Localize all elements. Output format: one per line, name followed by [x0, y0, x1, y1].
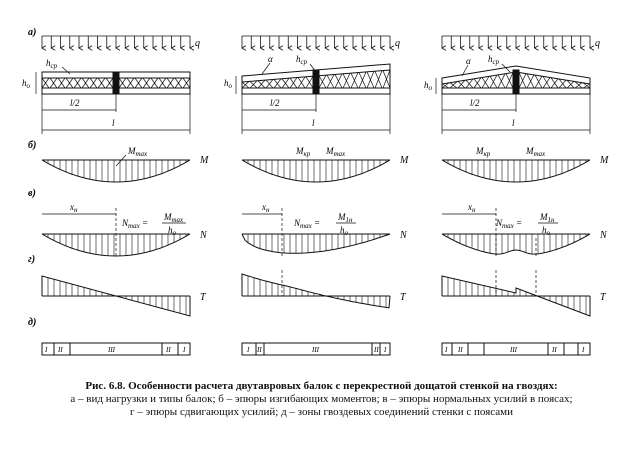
ho-label-3: $h_о$	[424, 80, 432, 92]
T-axis-label-2: T	[400, 292, 406, 303]
nmax-num-1: $M_{max}$	[164, 212, 184, 224]
svg-text:II: II	[458, 346, 463, 354]
q-label-3: q	[595, 38, 600, 49]
shear-force-diagrams	[42, 270, 590, 316]
T-axis-label-1: T	[200, 292, 206, 303]
row-label-b: б)	[28, 140, 37, 151]
svg-text:III: III	[510, 346, 517, 354]
svg-text:I: I	[247, 346, 250, 354]
caption-title: Рис. 6.8. Особенности расчета двутавровых балок с перекрестной дощатой стенкой на гвоздях:	[85, 380, 558, 392]
nmax-num-3: $M_{1н}$	[540, 212, 555, 224]
hcp-label-3: $h_{ср}$	[488, 54, 500, 66]
caption-line-1: а – вид нагрузки и типы балок; б – эпюры изгибающих моментов; в – эпюры нормальных усилий в поясах;	[70, 393, 573, 405]
half-span-label-1: l/2	[70, 98, 80, 108]
distributed-loads	[42, 36, 590, 48]
ho-label-1: $h_о$	[22, 78, 30, 90]
xn-label-1: $x_н$	[70, 202, 78, 214]
ho-label-2: $h_о$	[224, 78, 232, 90]
N-axis-label-2: N	[400, 230, 407, 241]
nmax-den-1: $h_о$	[168, 225, 176, 237]
mmax-label-1: $M_{max}$	[128, 146, 148, 158]
M-axis-label: M	[400, 155, 409, 166]
svg-text:III: III	[108, 346, 115, 354]
nmax-formula-2: $N_{max}$ =	[294, 218, 321, 230]
svg-text:II: II	[58, 346, 63, 354]
svg-text:III: III	[312, 346, 319, 354]
xn-label-3: $x_н$	[468, 202, 476, 214]
alpha-label-3: α	[466, 56, 471, 66]
svg-text:I: I	[445, 346, 448, 354]
svg-text:II: II	[374, 346, 379, 354]
span-label-3: l	[512, 118, 515, 128]
nmax-formula-3: $N_{max}$ =	[496, 218, 523, 230]
mkp-label-3: $M_{кр}$	[476, 146, 491, 158]
svg-text:I: I	[45, 346, 48, 354]
moment-diagrams	[42, 160, 590, 182]
alpha-label-2: α	[268, 54, 273, 64]
mkp-label-2: $M_{кр}$	[296, 146, 311, 158]
nmax-formula-1: $N_{max}$ =	[122, 218, 149, 230]
svg-text:II: II	[166, 346, 171, 354]
span-label-1: l	[112, 118, 115, 128]
svg-text:I: I	[582, 346, 585, 354]
nmax-num-2: $M_{1н}$	[338, 212, 353, 224]
beam-2-single-slope	[242, 64, 390, 94]
nmax-den-2: $h_о$	[340, 225, 348, 237]
nmax-den-3: $h_о$	[542, 225, 550, 237]
span-label-2: l	[312, 118, 315, 128]
beam-1-rectangular	[42, 72, 190, 94]
q-label-1: q	[195, 38, 200, 49]
N-axis-label-1: N	[200, 230, 207, 241]
T-axis-label-3: T	[600, 292, 606, 303]
mmax-label-2: $M_{max}$	[326, 146, 346, 158]
M-axis-label-3: M	[600, 155, 609, 166]
row-label-d: д)	[28, 317, 37, 328]
zone-labels	[44, 346, 585, 354]
normal-force-diagrams	[42, 208, 590, 256]
xn-label-2: $x_н$	[262, 202, 270, 214]
row-label-a: а)	[28, 27, 37, 38]
row-label-v: в)	[28, 188, 36, 199]
mmax-label-3: $M_{max}$	[526, 146, 546, 158]
svg-text:I: I	[183, 346, 186, 354]
caption-line-2: г – эпюры сдвигающих усилий; д – зоны гвоздевых соединений стенки с поясами	[129, 406, 514, 418]
figure-caption	[0, 380, 643, 419]
hcp-label-1: $h_{ср}$	[46, 58, 58, 70]
beam-3-gable	[442, 66, 590, 94]
half-span-label-2: l/2	[270, 98, 280, 108]
svg-text:II: II	[552, 346, 557, 354]
svg-text:I: I	[384, 346, 387, 354]
M-axis-label-1: M	[200, 155, 209, 166]
q-label-2: q	[395, 38, 400, 49]
row-label-g: г)	[28, 254, 36, 265]
hcp-label-2: $h_{ср}$	[296, 54, 308, 66]
N-axis-label-3: N	[600, 230, 607, 241]
half-span-label-3: l/2	[470, 98, 480, 108]
svg-text:II: II	[257, 346, 262, 354]
